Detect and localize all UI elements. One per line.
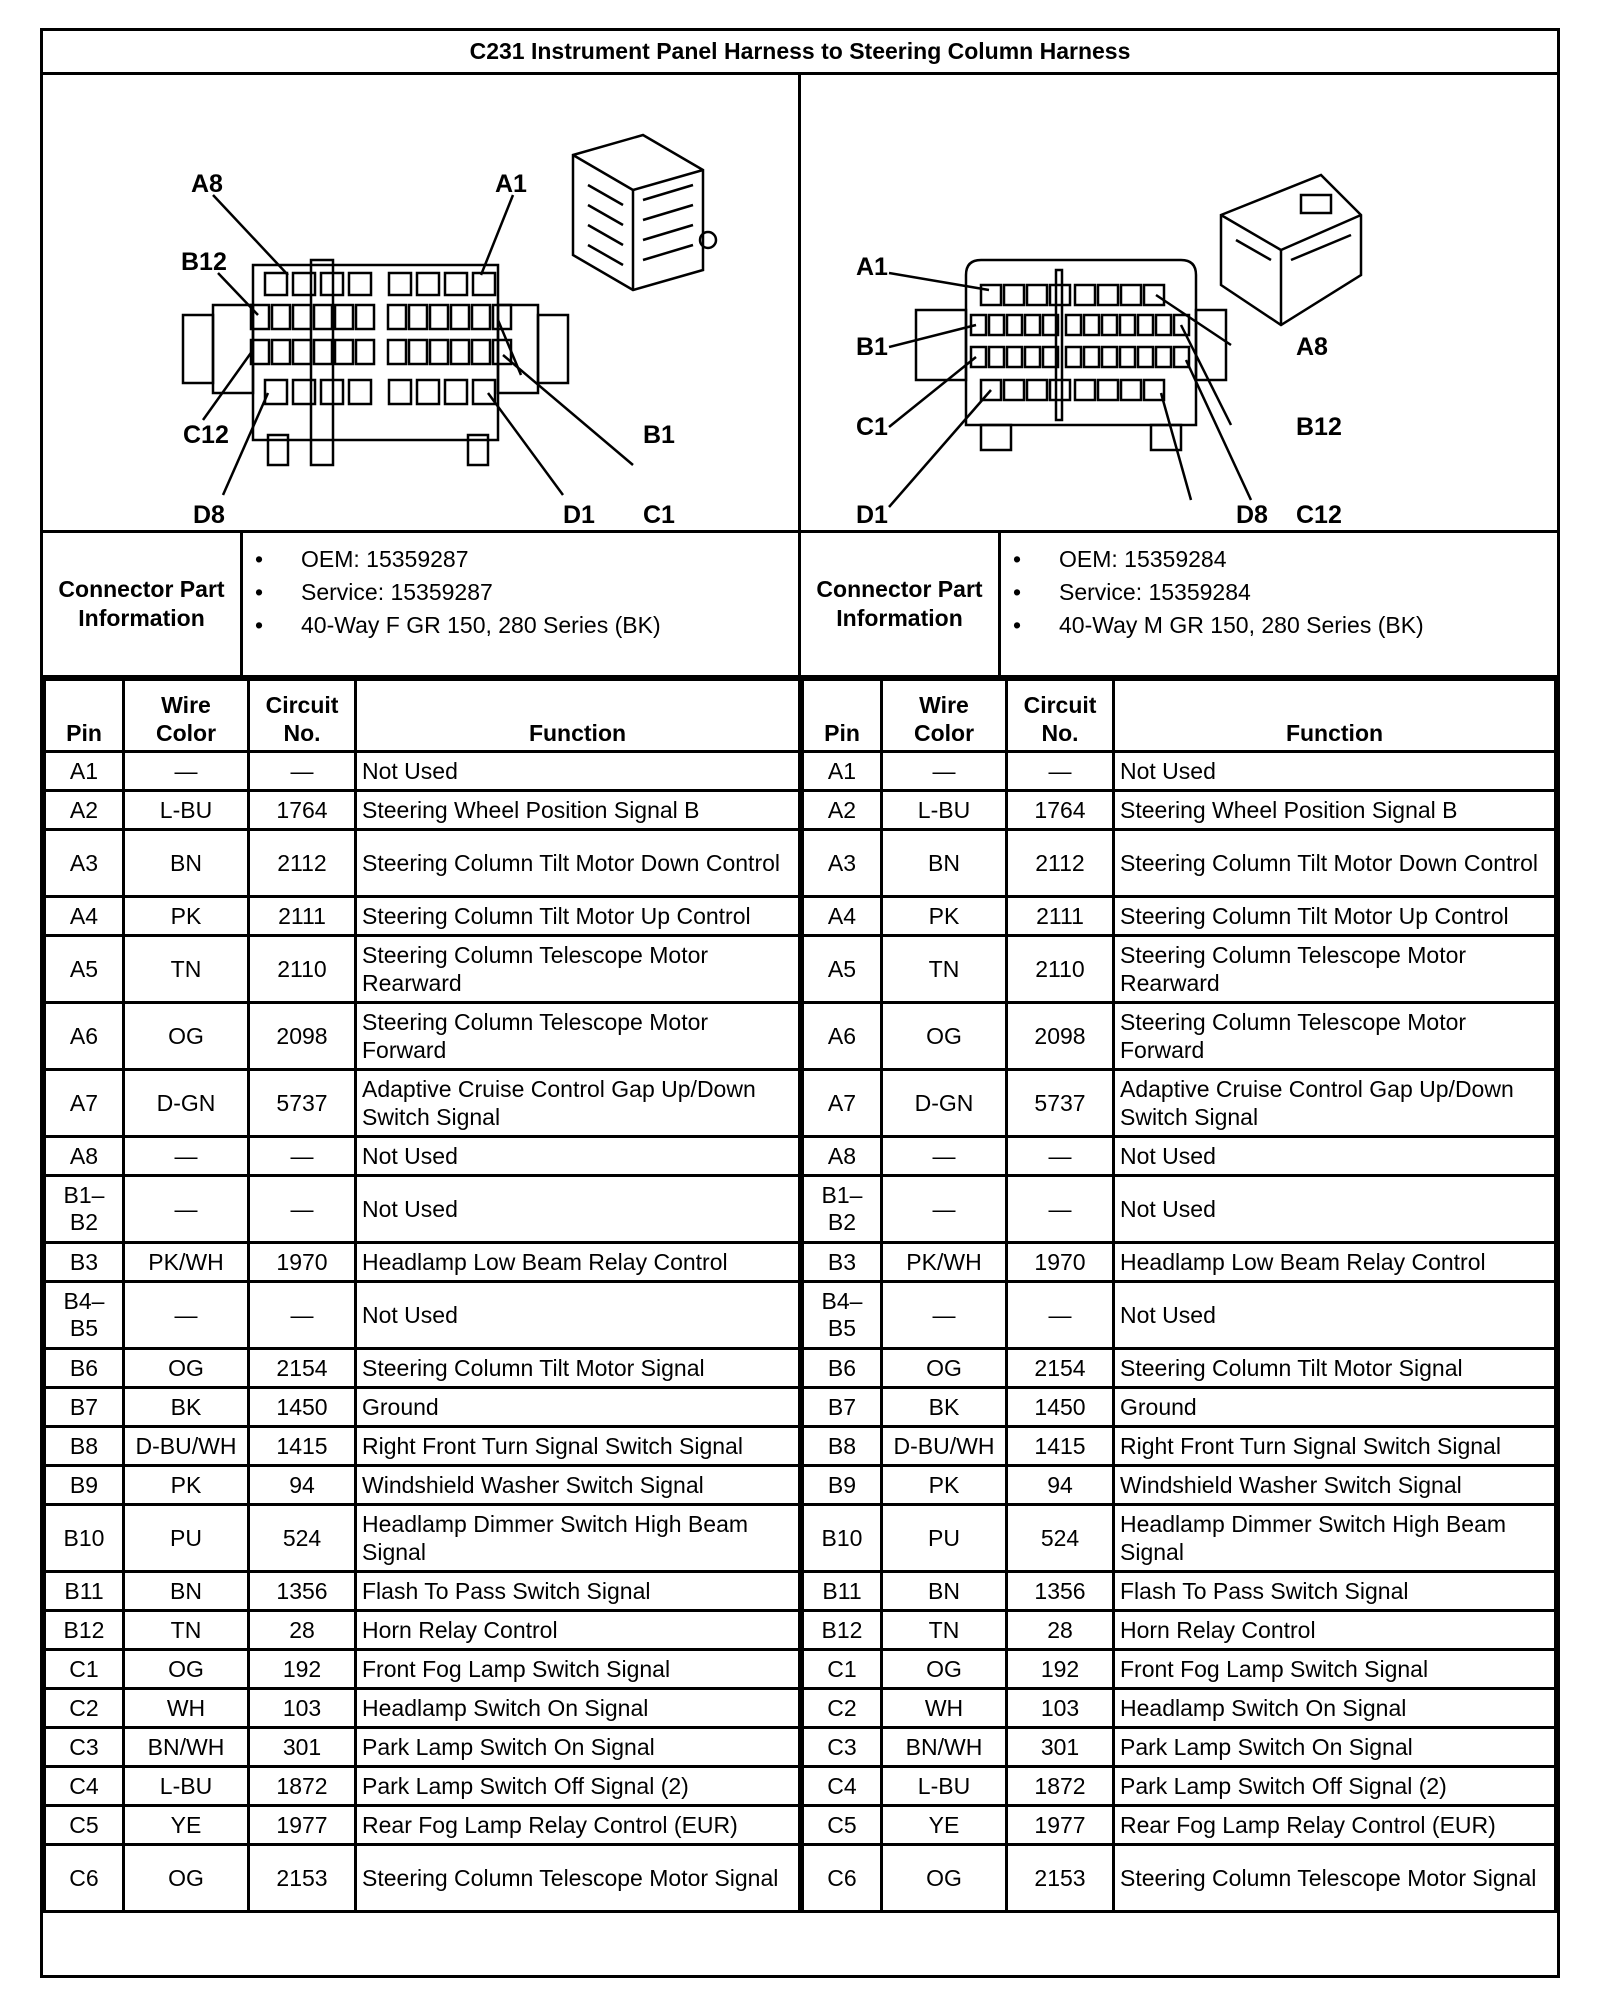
wire-color-cell: OG [882, 1003, 1007, 1070]
wire-color-cell: L-BU [882, 1767, 1007, 1806]
pin-cell: A8 [803, 1137, 882, 1176]
circuit-cell: 2098 [1007, 1003, 1114, 1070]
table-row [45, 1689, 800, 1728]
function-cell: Ground [356, 1388, 800, 1427]
function-cell: Not Used [356, 1176, 800, 1243]
wire-color-cell: D-GN [124, 1070, 249, 1137]
wire-color-cell: — [882, 1137, 1007, 1176]
function-cell: Headlamp Switch On Signal [1114, 1689, 1556, 1728]
function-cell: Right Front Turn Signal Switch Signal [1114, 1427, 1556, 1466]
circuit-cell: 103 [249, 1689, 356, 1728]
pin-cell: A2 [803, 791, 882, 830]
pin-cell: C1 [803, 1650, 882, 1689]
pin-cell: B7 [803, 1388, 882, 1427]
cavity-row-c [251, 340, 511, 364]
label-b12: B12 [181, 248, 227, 276]
header-function: Function [356, 680, 800, 752]
label-c1: C1 [643, 501, 675, 529]
function-cell: Rear Fog Lamp Relay Control (EUR) [356, 1806, 800, 1845]
table-row [803, 752, 1556, 791]
wire-color-cell: BN [124, 1572, 249, 1611]
function-cell: Adaptive Cruise Control Gap Up/Down Switch Signal [356, 1070, 800, 1137]
header-pin: Pin [803, 680, 882, 752]
wire-color-cell: PK [124, 897, 249, 936]
pin-cell: A7 [803, 1070, 882, 1137]
pin-cell: C3 [803, 1728, 882, 1767]
table-row [803, 1243, 1556, 1282]
pin-cell: C2 [803, 1689, 882, 1728]
circuit-cell: 1356 [249, 1572, 356, 1611]
pin-cell: C6 [803, 1845, 882, 1912]
table-row [803, 1349, 1556, 1388]
label-b1: B1 [643, 421, 675, 449]
wire-color-cell: BK [124, 1388, 249, 1427]
header-wire-color: Wire Color [882, 680, 1007, 752]
table-row [45, 791, 800, 830]
function-cell: Not Used [356, 1137, 800, 1176]
table-row [803, 1505, 1556, 1572]
function-cell: Not Used [1114, 1176, 1556, 1243]
pin-cell: B1–B2 [45, 1176, 124, 1243]
function-cell: Steering Column Tilt Motor Down Control [1114, 830, 1556, 897]
function-cell: Park Lamp Switch On Signal [1114, 1728, 1556, 1767]
circuit-cell: 1450 [249, 1388, 356, 1427]
function-cell: Not Used [1114, 1137, 1556, 1176]
wire-color-cell: OG [882, 1845, 1007, 1912]
pin-cell: C4 [45, 1767, 124, 1806]
table-row [45, 1806, 800, 1845]
pin-cell: B12 [45, 1611, 124, 1650]
pin-cell: B12 [803, 1611, 882, 1650]
circuit-cell: 5737 [249, 1070, 356, 1137]
wire-color-cell: TN [882, 1611, 1007, 1650]
circuit-cell: 1450 [1007, 1388, 1114, 1427]
pin-cell: A7 [45, 1070, 124, 1137]
wire-color-cell: WH [124, 1689, 249, 1728]
male-connector-drawing [801, 75, 1556, 530]
pin-cell: C2 [45, 1689, 124, 1728]
male-connector-info [801, 533, 1557, 675]
function-cell: Not Used [356, 1282, 800, 1349]
function-cell: Steering Column Telescope Motor Forward [1114, 1003, 1556, 1070]
function-cell: Adaptive Cruise Control Gap Up/Down Switch Signal [1114, 1070, 1556, 1137]
table-row [45, 1243, 800, 1282]
wire-color-cell: PU [124, 1505, 249, 1572]
pin-cell: A8 [45, 1137, 124, 1176]
function-cell: Steering Column Tilt Motor Down Control [356, 830, 800, 897]
pin-cell: A4 [803, 897, 882, 936]
function-cell: Horn Relay Control [356, 1611, 800, 1650]
table-row [803, 897, 1556, 936]
label-a1: A1 [495, 170, 527, 198]
table-row [803, 1650, 1556, 1689]
connector-isometric-thumbnail [573, 135, 716, 290]
function-cell: Front Fog Lamp Switch Signal [1114, 1650, 1556, 1689]
pin-cell: B7 [45, 1388, 124, 1427]
wire-color-cell: TN [124, 936, 249, 1003]
connector-type: • 40-Way M GR 150, 280 Series (BK) [1059, 609, 1557, 642]
function-cell: Steering Column Telescope Motor Signal [356, 1845, 800, 1912]
table-row [45, 752, 800, 791]
function-cell: Flash To Pass Switch Signal [356, 1572, 800, 1611]
wire-color-cell: BN [882, 830, 1007, 897]
pin-cell: A5 [803, 936, 882, 1003]
table-row [45, 1572, 800, 1611]
male-pinout-table [801, 678, 1557, 1913]
table-row [45, 1728, 800, 1767]
table-row [45, 1767, 800, 1806]
wire-color-cell: PK/WH [124, 1243, 249, 1282]
pin-cell: C6 [45, 1845, 124, 1912]
table-row [803, 1282, 1556, 1349]
wire-color-cell: WH [882, 1689, 1007, 1728]
circuit-cell: 2110 [249, 936, 356, 1003]
table-row [45, 1282, 800, 1349]
table-row [45, 1349, 800, 1388]
circuit-cell: 2154 [249, 1349, 356, 1388]
function-cell: Steering Column Telescope Motor Forward [356, 1003, 800, 1070]
function-cell: Right Front Turn Signal Switch Signal [356, 1427, 800, 1466]
circuit-cell: 94 [249, 1466, 356, 1505]
pin-cell: C1 [45, 1650, 124, 1689]
function-cell: Ground [1114, 1388, 1556, 1427]
function-cell: Steering Column Telescope Motor Signal [1114, 1845, 1556, 1912]
wire-color-cell: BN/WH [124, 1728, 249, 1767]
cavity-row-d [265, 380, 495, 404]
function-cell: Headlamp Low Beam Relay Control [1114, 1243, 1556, 1282]
circuit-cell: 94 [1007, 1466, 1114, 1505]
header-circuit: Circuit No. [1007, 680, 1114, 752]
circuit-cell: 192 [249, 1650, 356, 1689]
connector-isometric-thumbnail [1221, 175, 1361, 325]
female-connector-diagram [43, 75, 801, 530]
function-cell: Windshield Washer Switch Signal [1114, 1466, 1556, 1505]
circuit-cell: 1970 [249, 1243, 356, 1282]
table-row [803, 830, 1556, 897]
table-row [803, 1388, 1556, 1427]
circuit-cell: 1977 [1007, 1806, 1114, 1845]
pin-cell: B9 [803, 1466, 882, 1505]
label-d1: D1 [856, 501, 888, 529]
pin-cell: A2 [45, 791, 124, 830]
circuit-cell: 103 [1007, 1689, 1114, 1728]
function-cell: Steering Column Telescope Motor Rearward [356, 936, 800, 1003]
table-row [803, 1806, 1556, 1845]
circuit-cell: 1977 [249, 1806, 356, 1845]
function-cell: Horn Relay Control [1114, 1611, 1556, 1650]
function-cell: Headlamp Dimmer Switch High Beam Signal [1114, 1505, 1556, 1572]
circuit-cell: — [249, 1137, 356, 1176]
pin-cell: B10 [45, 1505, 124, 1572]
table-row [45, 1845, 800, 1912]
cavity-row-c [971, 347, 1189, 367]
circuit-cell: 1415 [249, 1427, 356, 1466]
wire-color-cell: TN [882, 936, 1007, 1003]
header-wire-color: Wire Color [124, 680, 249, 752]
wire-color-cell: PK/WH [882, 1243, 1007, 1282]
circuit-cell: 1872 [1007, 1767, 1114, 1806]
male-connector-diagram [801, 75, 1557, 530]
wire-color-cell: PK [124, 1466, 249, 1505]
table-row [803, 936, 1556, 1003]
circuit-cell: 524 [249, 1505, 356, 1572]
circuit-cell: 301 [249, 1728, 356, 1767]
pin-cell: C5 [803, 1806, 882, 1845]
info-list [243, 533, 798, 675]
oem-part: • OEM: 15359287 [301, 543, 798, 576]
table-row [45, 830, 800, 897]
wire-color-cell: D-BU/WH [124, 1427, 249, 1466]
pin-cell: A5 [45, 936, 124, 1003]
circuit-cell: — [1007, 1282, 1114, 1349]
wire-color-cell: D-GN [882, 1070, 1007, 1137]
circuit-cell: 1356 [1007, 1572, 1114, 1611]
function-cell: Steering Column Tilt Motor Signal [1114, 1349, 1556, 1388]
pin-cell: B6 [45, 1349, 124, 1388]
oem-part: • OEM: 15359284 [1059, 543, 1557, 576]
document-frame [40, 28, 1560, 1978]
circuit-cell: 1970 [1007, 1243, 1114, 1282]
cavity-row-b [971, 315, 1189, 335]
circuit-cell: 301 [1007, 1728, 1114, 1767]
pin-cell: B11 [803, 1572, 882, 1611]
circuit-cell: — [249, 1176, 356, 1243]
wire-color-cell: OG [124, 1650, 249, 1689]
circuit-cell: 2153 [249, 1845, 356, 1912]
wire-color-cell: OG [124, 1845, 249, 1912]
function-cell: Headlamp Dimmer Switch High Beam Signal [356, 1505, 800, 1572]
pin-cell: B3 [45, 1243, 124, 1282]
pin-cell: B6 [803, 1349, 882, 1388]
service-part: • Service: 15359284 [1059, 576, 1557, 609]
cavity-row-b [251, 305, 511, 329]
wire-color-cell: OG [882, 1349, 1007, 1388]
function-cell: Steering Column Tilt Motor Signal [356, 1349, 800, 1388]
wire-color-cell: — [124, 1176, 249, 1243]
circuit-cell: 1872 [249, 1767, 356, 1806]
label-b12: B12 [1296, 413, 1342, 441]
connector-diagrams [43, 75, 1557, 533]
table-row [45, 1427, 800, 1466]
pin-cell: A3 [803, 830, 882, 897]
female-connector-info [43, 533, 801, 675]
header-circuit: Circuit No. [249, 680, 356, 752]
function-cell: Steering Column Telescope Motor Rearward [1114, 936, 1556, 1003]
pin-cell: A6 [803, 1003, 882, 1070]
pin-cell: B11 [45, 1572, 124, 1611]
table-row [803, 1572, 1556, 1611]
table-row [45, 1003, 800, 1070]
label-d8: D8 [193, 501, 225, 529]
wire-color-cell: — [124, 752, 249, 791]
circuit-cell: — [249, 1282, 356, 1349]
circuit-cell: 28 [249, 1611, 356, 1650]
pin-cell: B9 [45, 1466, 124, 1505]
label-c1: C1 [856, 413, 888, 441]
function-cell: Steering Column Tilt Motor Up Control [356, 897, 800, 936]
wire-color-cell: — [124, 1137, 249, 1176]
circuit-cell: 2111 [1007, 897, 1114, 936]
wire-color-cell: TN [124, 1611, 249, 1650]
function-cell: Headlamp Switch On Signal [356, 1689, 800, 1728]
table-row [45, 1176, 800, 1243]
circuit-cell: 1764 [249, 791, 356, 830]
circuit-cell: — [1007, 1176, 1114, 1243]
wire-color-cell: BN [124, 830, 249, 897]
function-cell: Park Lamp Switch On Signal [356, 1728, 800, 1767]
wire-color-cell: YE [124, 1806, 249, 1845]
circuit-cell: 5737 [1007, 1070, 1114, 1137]
label-d1: D1 [563, 501, 595, 529]
label-c12: C12 [1296, 501, 1342, 529]
table-row [803, 1689, 1556, 1728]
wire-color-cell: OG [124, 1349, 249, 1388]
cavity-row-a [265, 273, 495, 295]
wire-color-cell: — [882, 1176, 1007, 1243]
function-cell: Steering Wheel Position Signal B [1114, 791, 1556, 830]
pin-cell: B4–B5 [803, 1282, 882, 1349]
function-cell: Not Used [1114, 752, 1556, 791]
circuit-cell: — [249, 752, 356, 791]
pin-cell: C3 [45, 1728, 124, 1767]
function-cell: Steering Column Tilt Motor Up Control [1114, 897, 1556, 936]
circuit-cell: 1764 [1007, 791, 1114, 830]
pin-cell: C4 [803, 1767, 882, 1806]
header-pin: Pin [45, 680, 124, 752]
circuit-cell: 1415 [1007, 1427, 1114, 1466]
connector-type: • 40-Way F GR 150, 280 Series (BK) [301, 609, 798, 642]
cavity-row-d [981, 380, 1164, 400]
circuit-cell: 2098 [249, 1003, 356, 1070]
wire-color-cell: YE [882, 1806, 1007, 1845]
page-title: C231 Instrument Panel Harness to Steering Column Harness [43, 31, 1557, 75]
label-a1: A1 [856, 253, 888, 281]
circuit-cell: 192 [1007, 1650, 1114, 1689]
header-function: Function [1114, 680, 1556, 752]
table-row [803, 1767, 1556, 1806]
table-row [803, 1427, 1556, 1466]
circuit-cell: 2153 [1007, 1845, 1114, 1912]
wire-color-cell: D-BU/WH [882, 1427, 1007, 1466]
pin-cell: C5 [45, 1806, 124, 1845]
table-row [45, 1466, 800, 1505]
circuit-cell: — [1007, 752, 1114, 791]
pin-cell: B8 [803, 1427, 882, 1466]
pin-cell: A6 [45, 1003, 124, 1070]
pin-cell: B4–B5 [45, 1282, 124, 1349]
table-row [45, 1650, 800, 1689]
wire-color-cell: PK [882, 1466, 1007, 1505]
table-row [803, 1176, 1556, 1243]
connector-part-information [43, 533, 1557, 678]
label-d8: D8 [1236, 501, 1268, 529]
function-cell: Not Used [1114, 1282, 1556, 1349]
table-row [45, 1505, 800, 1572]
table-row [803, 791, 1556, 830]
info-label: Connector Part Information [801, 533, 1001, 675]
wire-color-cell: L-BU [124, 1767, 249, 1806]
table-row [803, 1611, 1556, 1650]
wire-color-cell: BK [882, 1388, 1007, 1427]
function-cell: Front Fog Lamp Switch Signal [356, 1650, 800, 1689]
wire-color-cell: L-BU [124, 791, 249, 830]
circuit-cell: 524 [1007, 1505, 1114, 1572]
circuit-cell: 28 [1007, 1611, 1114, 1650]
table-row [45, 1137, 800, 1176]
service-part: • Service: 15359287 [301, 576, 798, 609]
function-cell: Windshield Washer Switch Signal [356, 1466, 800, 1505]
table-row [45, 897, 800, 936]
table-row [803, 1728, 1556, 1767]
pin-cell: B3 [803, 1243, 882, 1282]
info-label: Connector Part Information [43, 533, 243, 675]
circuit-cell: 2112 [249, 830, 356, 897]
pin-cell: A1 [803, 752, 882, 791]
function-cell: Steering Wheel Position Signal B [356, 791, 800, 830]
table-row [45, 1388, 800, 1427]
female-pinout-table [43, 678, 801, 1913]
function-cell: Headlamp Low Beam Relay Control [356, 1243, 800, 1282]
pin-cell: A1 [45, 752, 124, 791]
function-cell: Not Used [356, 752, 800, 791]
pin-cell: B1–B2 [803, 1176, 882, 1243]
table-row [45, 1070, 800, 1137]
circuit-cell: — [1007, 1137, 1114, 1176]
wire-color-cell: PU [882, 1505, 1007, 1572]
table-row [45, 936, 800, 1003]
label-c12: C12 [183, 421, 229, 449]
circuit-cell: 2112 [1007, 830, 1114, 897]
table-row [803, 1466, 1556, 1505]
function-cell: Flash To Pass Switch Signal [1114, 1572, 1556, 1611]
female-connector-drawing [43, 75, 798, 530]
label-a8: A8 [191, 170, 223, 198]
function-cell: Park Lamp Switch Off Signal (2) [1114, 1767, 1556, 1806]
circuit-cell: 2154 [1007, 1349, 1114, 1388]
table-row [803, 1137, 1556, 1176]
table-row [803, 1070, 1556, 1137]
pin-cell: A4 [45, 897, 124, 936]
wire-color-cell: OG [124, 1003, 249, 1070]
table-header-row [803, 680, 1556, 752]
pin-cell: A3 [45, 830, 124, 897]
wire-color-cell: OG [882, 1650, 1007, 1689]
circuit-cell: 2110 [1007, 936, 1114, 1003]
table-row [45, 1611, 800, 1650]
info-list [1001, 533, 1557, 675]
wire-color-cell: BN/WH [882, 1728, 1007, 1767]
label-a8: A8 [1296, 333, 1328, 361]
pin-cell: B8 [45, 1427, 124, 1466]
wire-color-cell: L-BU [882, 791, 1007, 830]
table-header-row [45, 680, 800, 752]
wire-color-cell: — [882, 752, 1007, 791]
wire-color-cell: — [882, 1282, 1007, 1349]
table-row [803, 1845, 1556, 1912]
wire-color-cell: — [124, 1282, 249, 1349]
function-cell: Park Lamp Switch Off Signal (2) [356, 1767, 800, 1806]
wire-color-cell: PK [882, 897, 1007, 936]
table-row [803, 1003, 1556, 1070]
wire-color-cell: BN [882, 1572, 1007, 1611]
cavity-row-a [981, 285, 1164, 305]
label-b1: B1 [856, 333, 888, 361]
function-cell: Rear Fog Lamp Relay Control (EUR) [1114, 1806, 1556, 1845]
circuit-cell: 2111 [249, 897, 356, 936]
pin-cell: B10 [803, 1505, 882, 1572]
